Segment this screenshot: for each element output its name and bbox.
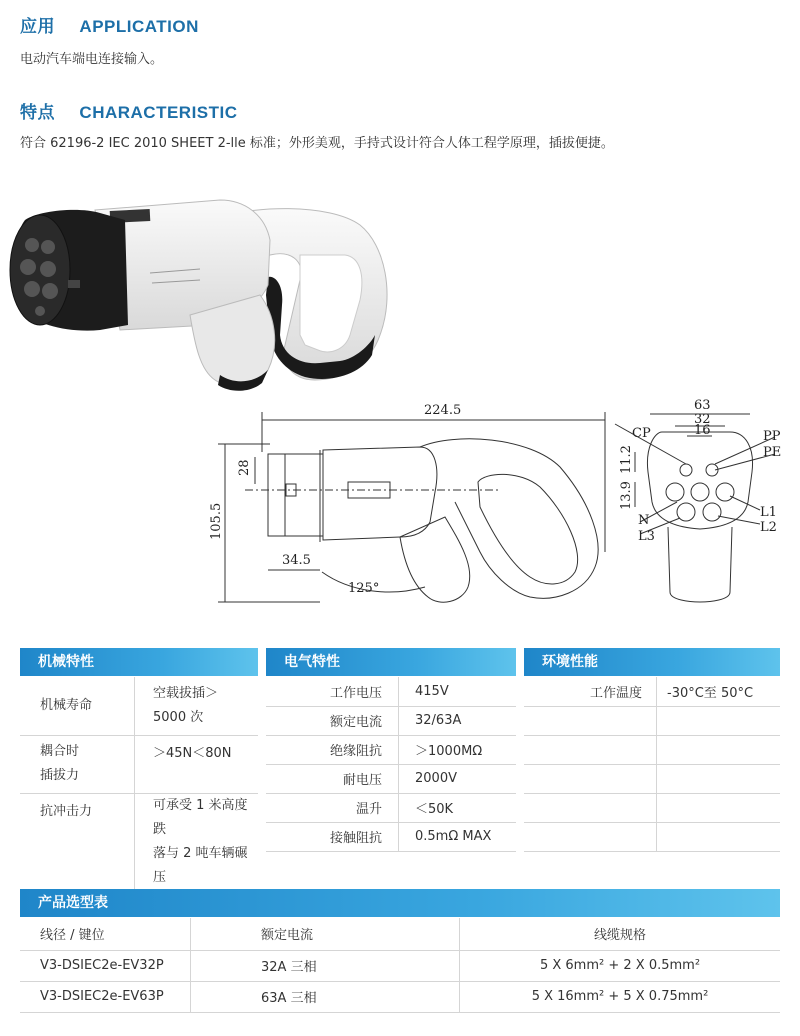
elec-value: 0.5mΩ MAX — [399, 822, 517, 851]
elec-label: 绝缘阻抗 — [266, 735, 399, 764]
mech-value-impact-2: 落与 2 吨车辆碾压 — [153, 845, 248, 885]
current-cell: 63A 三相 — [191, 981, 460, 1012]
electrical-table — [266, 677, 516, 852]
table-row — [524, 793, 780, 822]
column-header: 线径 / 键位 — [20, 918, 191, 950]
dim-63: 63 — [694, 398, 711, 413]
cable-cell: 5 X 6mm² + 2 X 0.5mm² — [460, 950, 781, 981]
mechanical-header: 机械特性 — [20, 648, 258, 676]
dim-angle: 125° — [348, 581, 380, 596]
elec-value: 2000V — [399, 764, 517, 793]
dim-34-5: 34.5 — [282, 553, 311, 568]
table-row — [524, 677, 780, 706]
application-heading — [20, 12, 199, 37]
pin-n-label: N — [638, 513, 650, 528]
env-label: 工作温度 — [524, 677, 657, 706]
pin-l1-label: L1 — [760, 505, 777, 520]
column-header: 额定电流 — [191, 918, 460, 950]
table-row — [524, 706, 780, 735]
table-row — [20, 793, 258, 890]
elec-label: 工作电压 — [266, 677, 399, 706]
table-row — [20, 981, 780, 1012]
column-header: 线缆规格 — [460, 918, 781, 950]
mech-value-life-1: 空载拔插＞ — [153, 685, 219, 701]
mech-value-impact-1: 可承受 1 米高度跌 — [153, 797, 248, 837]
application-title-en: APPLICATION — [79, 17, 199, 36]
mech-label-life: 机械寿命 — [40, 697, 93, 713]
dim-total-length: 224.5 — [424, 403, 462, 418]
elec-value: 415V — [399, 677, 517, 706]
mech-value-force: ＞45N＜80N — [153, 745, 232, 761]
model-cell: V3-DSIEC2e-EV32P — [20, 950, 191, 981]
dim-32: 32 — [694, 412, 711, 427]
table-row — [266, 793, 516, 822]
characteristic-text: 符合 62196-2 IEC 2010 SHEET 2-lle 标准；外形美观，手持式设计符合人体工程学原理，插拔便捷。 — [20, 136, 614, 151]
elec-label: 额定电流 — [266, 706, 399, 735]
table-row — [20, 677, 258, 735]
mech-label-force: 耦合时 插拔力 — [40, 744, 80, 783]
characteristic-heading — [20, 98, 238, 123]
electrical-header: 电气特性 — [266, 648, 516, 676]
characteristic-title-en: CHARACTERISTIC — [79, 103, 238, 122]
model-cell: V3-DSIEC2e-EV63P — [20, 981, 191, 1012]
pin-cp-label: CP — [632, 426, 651, 441]
table-header-row — [20, 918, 780, 950]
characteristic-title-cn: 特点 — [20, 103, 55, 123]
table-row — [266, 822, 516, 851]
dim-28: 28 — [237, 459, 252, 476]
elec-label: 接触阻抗 — [266, 822, 399, 851]
table-row — [524, 822, 780, 851]
elec-value: ＜50K — [399, 793, 517, 822]
current-cell: 32A 三相 — [191, 950, 460, 981]
mech-label-impact: 抗冲击力 — [40, 803, 93, 819]
elec-value: ＞1000MΩ — [399, 735, 517, 764]
environment-table — [524, 677, 780, 852]
technical-drawing — [200, 392, 800, 622]
table-row — [266, 706, 516, 735]
pin-l3-label: L3 — [638, 529, 655, 544]
charger-plug-photo — [0, 185, 400, 405]
dim-16: 16 — [694, 423, 711, 438]
application-text: 电动汽车端电连接输入。 — [20, 52, 164, 67]
table-row — [20, 950, 780, 981]
selection-header: 产品选型表 — [20, 889, 780, 917]
mechanical-table — [20, 677, 258, 891]
pin-pp-label: PP — [763, 429, 781, 444]
cable-cell: 5 X 16mm² + 5 X 0.75mm² — [460, 981, 781, 1012]
dim-105-5: 105.5 — [209, 502, 224, 540]
table-row — [266, 764, 516, 793]
dim-11-2: 11.2 — [619, 445, 634, 474]
pin-l2-label: L2 — [760, 520, 777, 535]
elec-label: 温升 — [266, 793, 399, 822]
table-row — [266, 677, 516, 706]
table-row — [20, 735, 258, 793]
table-row — [266, 735, 516, 764]
mech-value-life-2: 5000 次 — [153, 709, 204, 725]
table-row — [524, 764, 780, 793]
dim-13-9: 13.9 — [619, 481, 634, 510]
elec-value: 32/63A — [399, 706, 517, 735]
table-row — [524, 735, 780, 764]
env-value: -30°C至 50°C — [657, 677, 781, 706]
application-title-cn: 应用 — [20, 17, 55, 37]
environment-header: 环境性能 — [524, 648, 780, 676]
elec-label: 耐电压 — [266, 764, 399, 793]
pin-pe-label: PE — [763, 445, 782, 460]
selection-table — [20, 918, 780, 1013]
